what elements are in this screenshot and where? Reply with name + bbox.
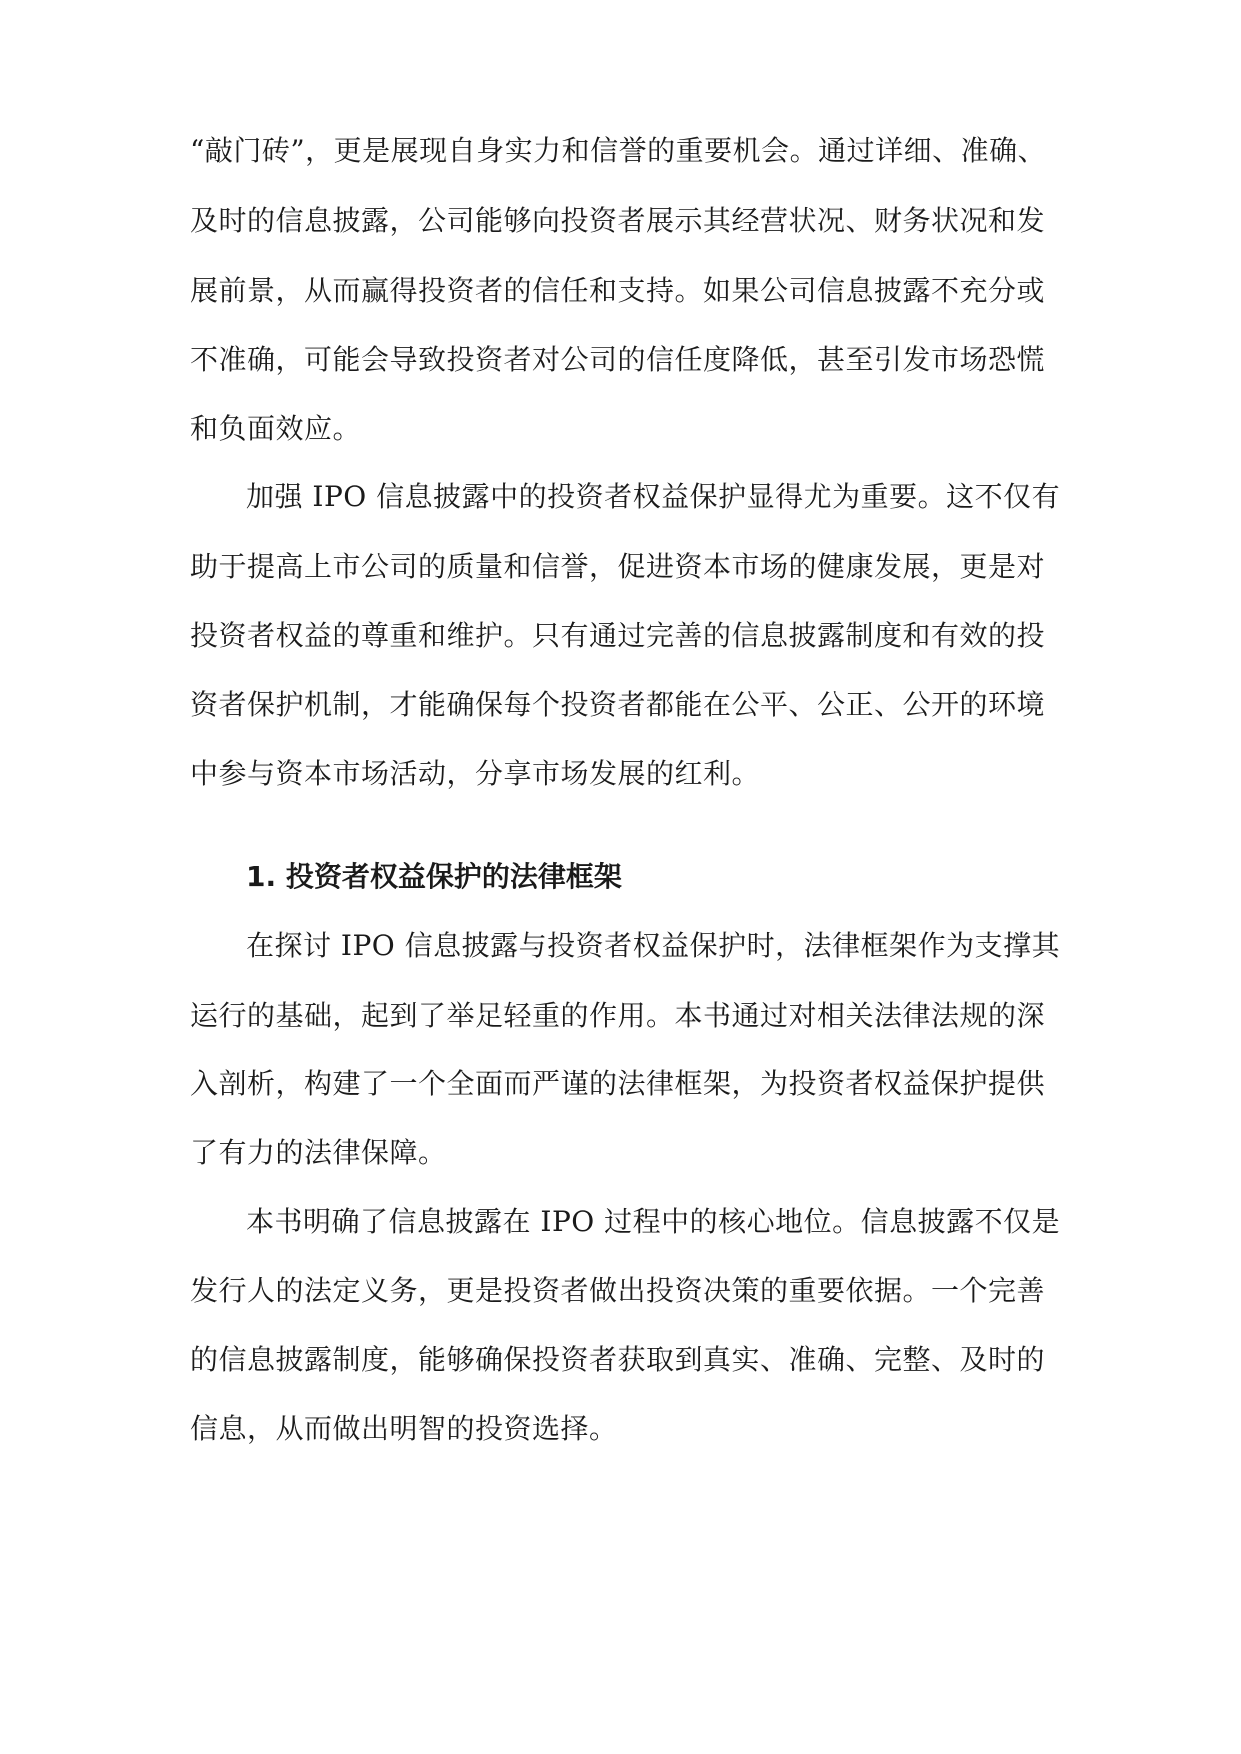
text-line: 本书明确了信息披露在 IPO 过程中的核心地位。信息披露不仅是	[246, 1205, 1061, 1238]
text-line: 和负面效应。	[190, 412, 362, 445]
text-line: “敲门砖”，更是展现自身实力和信誉的重要机会。通过详细、准确、	[190, 134, 1047, 167]
text-line: 资者保护机制，才能确保每个投资者都能在公平、公正、公开的环境	[190, 688, 1046, 721]
text-line: 入剖析，构建了一个全面而严谨的法律框架，为投资者权益保护提供	[190, 1067, 1046, 1100]
text-line: 运行的基础，起到了举足轻重的作用。本书通过对相关法律法规的深	[190, 999, 1046, 1032]
text-line: 加强 IPO 信息披露中的投资者权益保护显得尤为重要。这不仅有	[246, 480, 1061, 513]
text-line: 不准确，可能会导致投资者对公司的信任度降低，甚至引发市场恐慌	[190, 343, 1046, 376]
text-line: 信息，从而做出明智的投资选择。	[190, 1412, 618, 1445]
text-line: 展前景，从而赢得投资者的信任和支持。如果公司信息披露不充分或	[190, 274, 1046, 307]
text-line: 发行人的法定义务，更是投资者做出投资决策的重要依据。一个完善	[190, 1274, 1046, 1307]
text-line: 助于提高上市公司的质量和信誉，促进资本市场的健康发展，更是对	[190, 550, 1046, 583]
text-line: 及时的信息披露，公司能够向投资者展示其经营状况、财务状况和发	[190, 204, 1046, 237]
text-line: 了有力的法律保障。	[190, 1136, 447, 1169]
text-line: 中参与资本市场活动，分享市场发展的红利。	[190, 757, 761, 790]
text-line: 的信息披露制度，能够确保投资者获取到真实、准确、完整、及时的	[190, 1343, 1046, 1376]
text-line: 在探讨 IPO 信息披露与投资者权益保护时，法律框架作为支撑其	[246, 929, 1061, 962]
section-heading: 1. 投资者权益保护的法律框架	[246, 860, 622, 893]
text-line: 投资者权益的尊重和维护。只有通过完善的信息披露制度和有效的投	[190, 619, 1046, 652]
